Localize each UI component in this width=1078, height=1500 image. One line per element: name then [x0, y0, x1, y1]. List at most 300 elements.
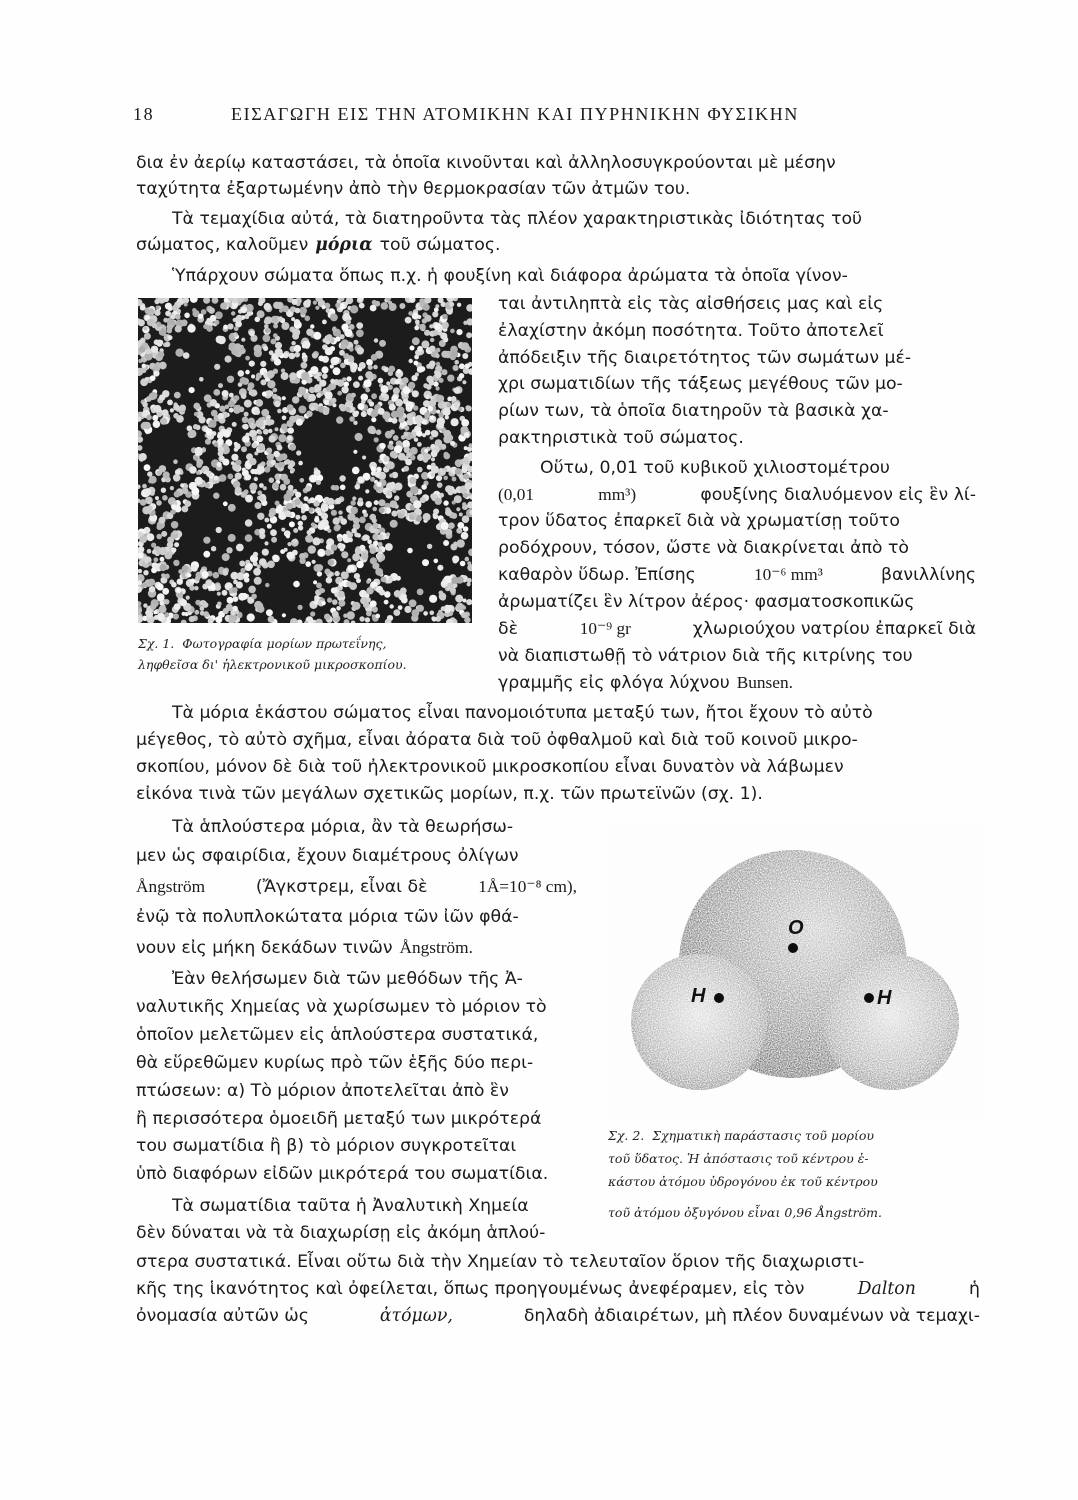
- protein-particle: [450, 441, 455, 446]
- protein-particle: [338, 600, 345, 607]
- protein-particle: [404, 426, 409, 431]
- protein-particle: [211, 546, 216, 551]
- text-line: θὰ εὕρεθῶμεν κυρίως πρὸ τῶν ἑξῆς δύο περι-: [136, 1053, 534, 1073]
- protein-particle: [167, 323, 174, 330]
- protein-particle: [321, 504, 329, 512]
- protein-particle: [189, 466, 197, 474]
- protein-particle: [435, 371, 442, 378]
- protein-particle: [245, 370, 250, 375]
- protein-particle: [296, 419, 303, 426]
- protein-particle: [223, 430, 231, 438]
- protein-particle: [352, 496, 356, 500]
- protein-particle: [275, 348, 283, 356]
- protein-particle: [423, 611, 428, 616]
- protein-particle: [265, 328, 270, 333]
- protein-particle: [332, 403, 336, 407]
- protein-particle: [152, 323, 157, 328]
- protein-particle: [255, 419, 263, 427]
- protein-particle: [372, 507, 377, 512]
- unit-span: mm³): [598, 485, 637, 504]
- protein-particle: [399, 303, 405, 309]
- protein-particle: [340, 518, 347, 525]
- protein-particle: [331, 485, 336, 490]
- protein-particle: [300, 478, 305, 483]
- protein-particle: [378, 378, 384, 384]
- protein-particle: [145, 377, 149, 381]
- protein-particle: [203, 611, 209, 617]
- protein-particle: [143, 326, 147, 330]
- protein-particle: [370, 477, 375, 482]
- protein-particle: [310, 324, 314, 328]
- protein-particle: [254, 345, 262, 353]
- protein-particle: [409, 477, 416, 484]
- name-span: Bunsen.: [736, 673, 793, 692]
- protein-particle: [414, 326, 419, 331]
- protein-particle: [333, 517, 340, 524]
- protein-particle: [347, 611, 355, 619]
- protein-particle: [203, 602, 209, 608]
- protein-particle: [410, 486, 418, 494]
- protein-particle: [338, 591, 345, 598]
- protein-particle: [286, 420, 293, 427]
- protein-particle: [257, 310, 265, 318]
- protein-particle: [417, 605, 424, 612]
- protein-particle: [157, 583, 164, 590]
- protein-particle: [239, 561, 245, 567]
- protein-particle: [452, 556, 459, 563]
- protein-particle: [450, 329, 455, 334]
- protein-particle: [463, 599, 467, 603]
- protein-particle: [298, 605, 303, 610]
- protein-particle: [203, 551, 210, 558]
- protein-particle: [173, 560, 179, 566]
- text-line: χρι σωματιδίων τῆς τάξεως μεγέθους τῶν μο-: [498, 374, 903, 394]
- protein-particle: [371, 354, 378, 361]
- protein-particle: [324, 614, 330, 620]
- protein-particle: [273, 451, 280, 458]
- protein-particle: [424, 449, 428, 453]
- protein-particle: [346, 319, 351, 324]
- text-span: γραμμῆς εἰς φλόγα λύχνου: [498, 673, 730, 693]
- protein-particle: [237, 572, 245, 580]
- protein-particle: [235, 473, 242, 480]
- text-line: ἀρωματίζει ἓν λίτρον ἀέρος· φασματοσκοπικῶς: [498, 592, 915, 612]
- protein-particle: [278, 505, 283, 510]
- hydrogen-nucleus-left: [714, 993, 724, 1003]
- protein-particle: [463, 526, 469, 532]
- protein-particle: [157, 524, 163, 530]
- protein-particle: [341, 571, 348, 578]
- protein-particle: [409, 599, 417, 607]
- protein-particle: [424, 330, 430, 336]
- protein-particle: [292, 396, 299, 403]
- protein-particle: [198, 314, 203, 319]
- protein-particle: [441, 351, 448, 358]
- protein-particle: [291, 468, 295, 472]
- protein-particle: [148, 562, 152, 566]
- protein-particle: [171, 504, 177, 510]
- protein-particle: [372, 518, 377, 523]
- protein-particle: [191, 487, 199, 495]
- protein-particle: [233, 596, 239, 602]
- protein-particle: [387, 444, 392, 449]
- protein-particle: [288, 485, 294, 491]
- protein-particle: [162, 588, 169, 595]
- protein-particle: [247, 386, 252, 391]
- protein-particle: [356, 347, 364, 355]
- protein-particle: [322, 305, 326, 309]
- protein-particle: [316, 480, 321, 485]
- protein-particle: [324, 569, 330, 575]
- protein-particle: [311, 522, 316, 527]
- protein-particle: [348, 358, 352, 362]
- protein-particle: [371, 466, 376, 471]
- protein-particle: [441, 606, 446, 611]
- protein-particle: [202, 571, 209, 578]
- protein-particle: [436, 395, 444, 403]
- protein-particle: [139, 456, 144, 461]
- protein-particle: [180, 483, 184, 487]
- protein-particle: [467, 582, 471, 586]
- protein-particle: [454, 402, 460, 408]
- protein-particle: [138, 319, 145, 326]
- protein-particle: [173, 613, 179, 619]
- protein-particle: [365, 617, 370, 622]
- protein-particle: [247, 613, 255, 621]
- protein-particle: [266, 448, 272, 454]
- protein-particle: [233, 580, 238, 585]
- protein-particle: [429, 361, 436, 368]
- protein-particle: [272, 555, 278, 561]
- protein-particle: [447, 375, 454, 382]
- running-title: ΕΙΣΑΓΩΓΗ ΕΙΣ ΤΗΝ ΑΤΟΜΙΚΗΝ ΚΑΙ ΠΥΡΗΝΙΚΗΝ ΦΥΣΙΚΗΝ: [231, 104, 799, 124]
- protein-particle: [391, 511, 397, 517]
- protein-particle: [326, 577, 333, 584]
- text-line: ἐλαχίστην ἀκόμη ποσότητα. Τοῦτο ἀποτελεῖ: [498, 321, 884, 341]
- protein-particle: [433, 509, 439, 515]
- protein-particle: [287, 404, 294, 411]
- protein-particle: [156, 306, 160, 310]
- protein-particle: [404, 606, 411, 613]
- figure-2-water-molecule: [605, 826, 985, 1122]
- name-span: Ångström: [136, 877, 206, 896]
- protein-particle: [332, 599, 338, 605]
- protein-particle: [238, 593, 246, 601]
- protein-particle: [298, 406, 306, 414]
- protein-particle: [443, 337, 449, 343]
- protein-particle: [238, 370, 245, 377]
- protein-particle: [186, 596, 190, 600]
- text-line: Οὕτω, 0,01 τοῦ κυβικοῦ χιλιοστομέτρου: [540, 458, 890, 478]
- protein-particle: [448, 522, 455, 529]
- protein-particle: [395, 483, 403, 491]
- protein-particle: [220, 302, 227, 309]
- protein-particle: [378, 542, 383, 547]
- protein-particle: [312, 537, 320, 545]
- protein-particle: [159, 465, 166, 472]
- protein-particle: [156, 500, 162, 506]
- protein-particle: [439, 468, 443, 472]
- protein-particle: [289, 521, 295, 527]
- protein-particle: [325, 391, 333, 399]
- text-span: σώματος, καλοῦμεν: [136, 235, 309, 255]
- label-hydrogen-right: H: [877, 987, 892, 1009]
- protein-particle: [222, 590, 228, 596]
- protein-particle: [145, 506, 153, 514]
- protein-particle: [236, 544, 244, 552]
- protein-particle: [429, 400, 436, 407]
- protein-particle: [188, 611, 192, 615]
- protein-particle: [236, 460, 242, 466]
- protein-particle: [374, 338, 378, 342]
- protein-particle: [231, 311, 235, 315]
- protein-particle: [278, 462, 284, 468]
- protein-particle: [436, 348, 441, 353]
- protein-particle: [182, 612, 186, 616]
- text-span: χλωριούχου νατρίου ἐπαρκεῖ διὰ: [692, 619, 976, 639]
- protein-particle: [349, 347, 354, 352]
- protein-particle: [189, 387, 195, 393]
- text-line: [136, 874, 577, 900]
- protein-particle: [295, 308, 301, 314]
- protein-particle: [437, 482, 443, 488]
- protein-particle: [157, 613, 165, 621]
- protein-particle: [252, 437, 257, 442]
- protein-particle: [459, 513, 463, 517]
- protein-particle: [441, 369, 447, 375]
- protein-particle: [143, 422, 151, 430]
- protein-particle: [451, 513, 457, 519]
- water-molecule-diagram: [605, 826, 985, 1122]
- protein-particle: [353, 381, 360, 388]
- protein-particle: [447, 403, 452, 408]
- protein-particle: [256, 399, 264, 407]
- text-line: Τὰ ἁπλούστερα μόρια, ἂν τὰ θεωρήσω-: [172, 817, 514, 837]
- protein-particle: [273, 333, 278, 338]
- protein-particle: [307, 530, 312, 535]
- protein-particle: [294, 345, 301, 352]
- protein-particle: [179, 599, 186, 606]
- protein-particle: [374, 301, 380, 307]
- protein-particle: [375, 568, 383, 576]
- figure-1-caption-text: Φωτογραφία μορίων πρωτεΐνης,: [182, 636, 387, 651]
- protein-particle: [344, 329, 352, 337]
- figure-2-caption-text: Σχηματικὴ παράστασις τοῦ μορίου: [652, 1128, 874, 1143]
- protein-particle: [227, 597, 234, 604]
- protein-particle: [234, 343, 242, 351]
- protein-particle: [227, 376, 234, 383]
- protein-particle: [142, 582, 147, 587]
- text-line: ἐνῷ τὰ πολυπλοκώτατα μόρια τῶν ἰῶν φθά-: [136, 907, 519, 927]
- protein-particle: [317, 511, 322, 516]
- text-span: (0,01: [498, 485, 534, 504]
- protein-particle: [195, 610, 200, 615]
- protein-particle: [334, 571, 339, 576]
- protein-particle: [176, 588, 181, 593]
- protein-particle: [378, 499, 385, 506]
- text-line: [498, 616, 976, 642]
- protein-particle: [402, 377, 409, 384]
- protein-particle: [144, 488, 151, 495]
- protein-particle: [355, 484, 361, 490]
- protein-particle: [462, 380, 466, 384]
- protein-particle: [236, 315, 243, 322]
- protein-particle: [343, 353, 349, 359]
- protein-particle: [146, 415, 152, 421]
- protein-particle: [283, 478, 290, 485]
- protein-particle: [309, 387, 315, 393]
- protein-particle: [332, 327, 337, 332]
- text-span: ἡ: [969, 1279, 980, 1299]
- protein-particle: [349, 582, 357, 590]
- protein-particle: [249, 458, 256, 465]
- protein-particle: [267, 370, 275, 378]
- protein-particle: [435, 498, 442, 505]
- protein-particle: [434, 323, 440, 329]
- protein-particle: [194, 412, 198, 416]
- running-header: [133, 104, 863, 128]
- protein-particle: [452, 477, 457, 482]
- protein-particle: [389, 473, 393, 477]
- protein-particle: [372, 523, 378, 529]
- protein-particle: [313, 332, 321, 340]
- protein-particle: [155, 496, 159, 500]
- text-span: ὀνομασία αὐτῶν ὡς: [136, 1306, 309, 1326]
- protein-particle: [356, 322, 363, 329]
- protein-particle: [340, 485, 346, 491]
- protein-particle: [286, 503, 293, 510]
- protein-particle: [187, 573, 191, 577]
- text-span: δὲ: [498, 619, 518, 639]
- protein-particle: [352, 467, 360, 475]
- protein-particle: [415, 320, 420, 325]
- protein-particle: [214, 476, 219, 481]
- protein-particle: [214, 442, 219, 447]
- protein-particle: [417, 442, 422, 447]
- protein-particle: [217, 462, 222, 467]
- protein-particle: [457, 303, 461, 307]
- protein-particle: [164, 599, 170, 605]
- protein-particle: [272, 394, 278, 400]
- protein-particle: [227, 323, 233, 329]
- protein-particle: [171, 547, 176, 552]
- protein-particle: [370, 600, 377, 607]
- protein-particle: [310, 407, 315, 412]
- protein-particle: [321, 366, 328, 373]
- protein-particle: [333, 357, 340, 364]
- protein-particle: [167, 542, 174, 549]
- protein-particle: [308, 545, 316, 553]
- protein-particle: [359, 517, 366, 524]
- protein-particle: [172, 305, 178, 311]
- protein-particle: [263, 486, 267, 490]
- text-line: μέγεθος, τὸ αὐτὸ σχῆμα, εἶναι ἀόρατα διὰ τοῦ ὀφθαλμοῦ καὶ διὰ τοῦ κοινοῦ μικρο-: [136, 730, 858, 750]
- text-line: ὑπὸ διαφόρων εἰδῶν μικρότερά του σωματίδια.: [136, 1164, 549, 1184]
- text-line: [136, 232, 976, 258]
- protein-particle: [430, 611, 435, 616]
- protein-particle: [161, 531, 167, 537]
- protein-particle: [432, 311, 438, 317]
- protein-particle: [371, 413, 376, 418]
- protein-particle: [348, 565, 355, 572]
- text-line: [136, 1303, 980, 1329]
- protein-particle: [292, 299, 298, 305]
- protein-particle: [274, 401, 280, 407]
- protein-particle: [261, 409, 269, 417]
- protein-particle: [373, 541, 378, 546]
- protein-particle: [281, 528, 285, 532]
- text-line: Τὰ τεμαχίδια αὐτά, τὰ διατηροῦντα τὰς πλέον χαρακτηριστικὰς ἰδιότητας τοῦ: [172, 209, 863, 229]
- page-number: 18: [133, 104, 155, 124]
- protein-particle: [205, 579, 212, 586]
- protein-particle: [154, 405, 162, 413]
- protein-particle: [365, 489, 369, 493]
- protein-particle: [148, 579, 155, 586]
- protein-particle: [421, 484, 427, 490]
- protein-particle: [160, 418, 167, 425]
- protein-particle: [159, 517, 166, 524]
- protein-particle: [154, 310, 160, 316]
- protein-particle: [266, 390, 273, 397]
- protein-particle: [445, 509, 452, 516]
- text-line: του σωματίδια ἢ β) τὸ μόριον συγκροτεῖται: [136, 1136, 517, 1156]
- protein-particle: [233, 299, 238, 304]
- protein-particle: [423, 383, 428, 388]
- text-span: βανιλλίνης: [881, 565, 976, 585]
- protein-particle: [241, 338, 245, 342]
- protein-particle: [255, 377, 259, 381]
- text-span: κῆς της ἱκανότητος καὶ ὀφείλεται, ὅπως προηγουμένως ἀνεφέραμεν, εἰς τὸν: [136, 1279, 805, 1299]
- protein-particle: [244, 400, 252, 408]
- protein-particle: [298, 387, 306, 395]
- protein-particle: [244, 489, 249, 494]
- protein-particle: [390, 430, 395, 435]
- protein-particle: [218, 413, 224, 419]
- protein-particle: [323, 407, 329, 413]
- protein-particle: [313, 301, 317, 305]
- protein-particle: [374, 500, 379, 505]
- protein-particle: [156, 534, 162, 540]
- protein-particle: [242, 468, 246, 472]
- protein-particle: [184, 313, 190, 319]
- protein-particle: [377, 548, 382, 553]
- figure-2-caption-line: κάστου ἀτόμου ὑδρογόνου ἐκ τοῦ κέντρου: [608, 1174, 878, 1189]
- protein-particle: [335, 336, 340, 341]
- protein-particle: [451, 396, 457, 402]
- protein-particle: [206, 428, 213, 435]
- protein-particle: [428, 406, 434, 412]
- protein-particle: [303, 300, 311, 308]
- protein-particle: [241, 446, 247, 452]
- protein-particle: [380, 385, 388, 393]
- figure-1-label: Σχ. 1.: [138, 636, 175, 651]
- protein-particle: [234, 395, 240, 401]
- unit-span: 10⁻⁶ mm³: [754, 565, 823, 584]
- protein-particle: [223, 501, 228, 506]
- protein-particle: [384, 600, 389, 605]
- protein-particle: [350, 363, 358, 371]
- protein-particle: [366, 611, 372, 617]
- protein-particle: [284, 548, 288, 552]
- protein-particle: [432, 617, 437, 622]
- protein-particle: [386, 532, 390, 536]
- protein-particle: [306, 411, 313, 418]
- protein-particle: [270, 460, 276, 466]
- protein-particle: [446, 434, 453, 441]
- protein-particle: [293, 581, 300, 588]
- protein-particle: [379, 340, 386, 347]
- protein-particle: [240, 377, 247, 384]
